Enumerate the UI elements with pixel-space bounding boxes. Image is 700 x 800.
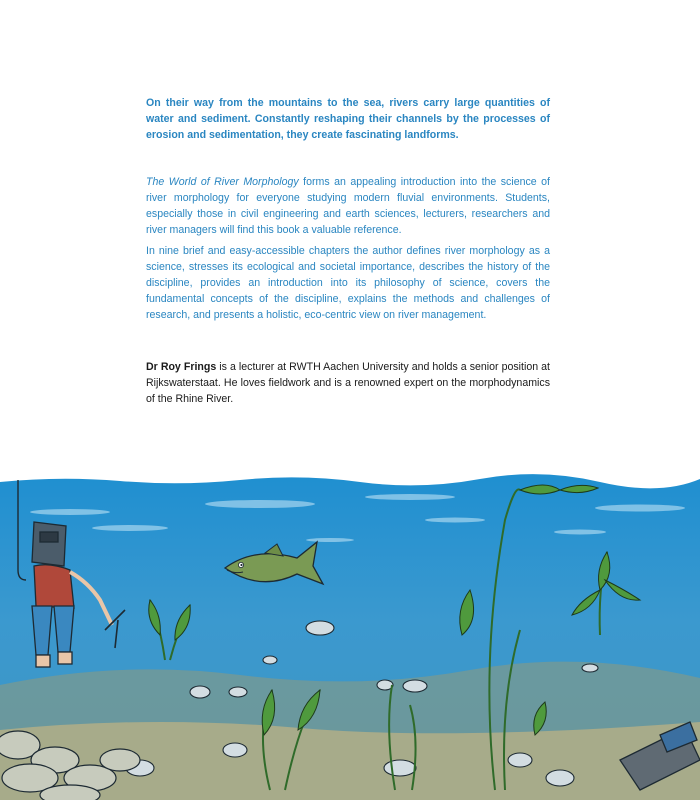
author-bio xyxy=(146,359,550,407)
author-bio-text: is a lecturer at RWTH Aachen University and holds a senior position at Rijkswaterstaat. He loves fieldwork and is a renowned expert on the morphodynamics of the Rhine River. xyxy=(146,361,550,405)
intro-text: forms an appealing introduction into the science of river morphology for everyone studying modern fluvial environments. Students, especially those in civil engineering and earth sciences, lecturers, researchers and river managers will find this book a valuable reference. xyxy=(146,176,550,236)
intro-section xyxy=(146,174,550,328)
lead-paragraph: On their way from the mountains to the sea, rivers carry large quantities of water and sediment. Constantly reshaping their channels by the processes of erosion and sedimentation, they create fascinating landforms. xyxy=(146,97,550,141)
author-name: Dr Roy Frings xyxy=(146,361,217,373)
chapters-paragraph: In nine brief and easy-accessible chapters the author defines river morphology as a science, stresses its ecological and societal importance, describes the history of the discipline, provides an introduction into its philosophy of science, covers the fundamental concepts of the discipline, explains the methods and challenges of research, and presents a holistic, eco-centric view on river management. xyxy=(146,245,550,321)
intro-paragraph xyxy=(146,174,550,238)
underwater-illustration xyxy=(0,460,700,800)
book-title: The World of River Morphology xyxy=(146,176,299,188)
